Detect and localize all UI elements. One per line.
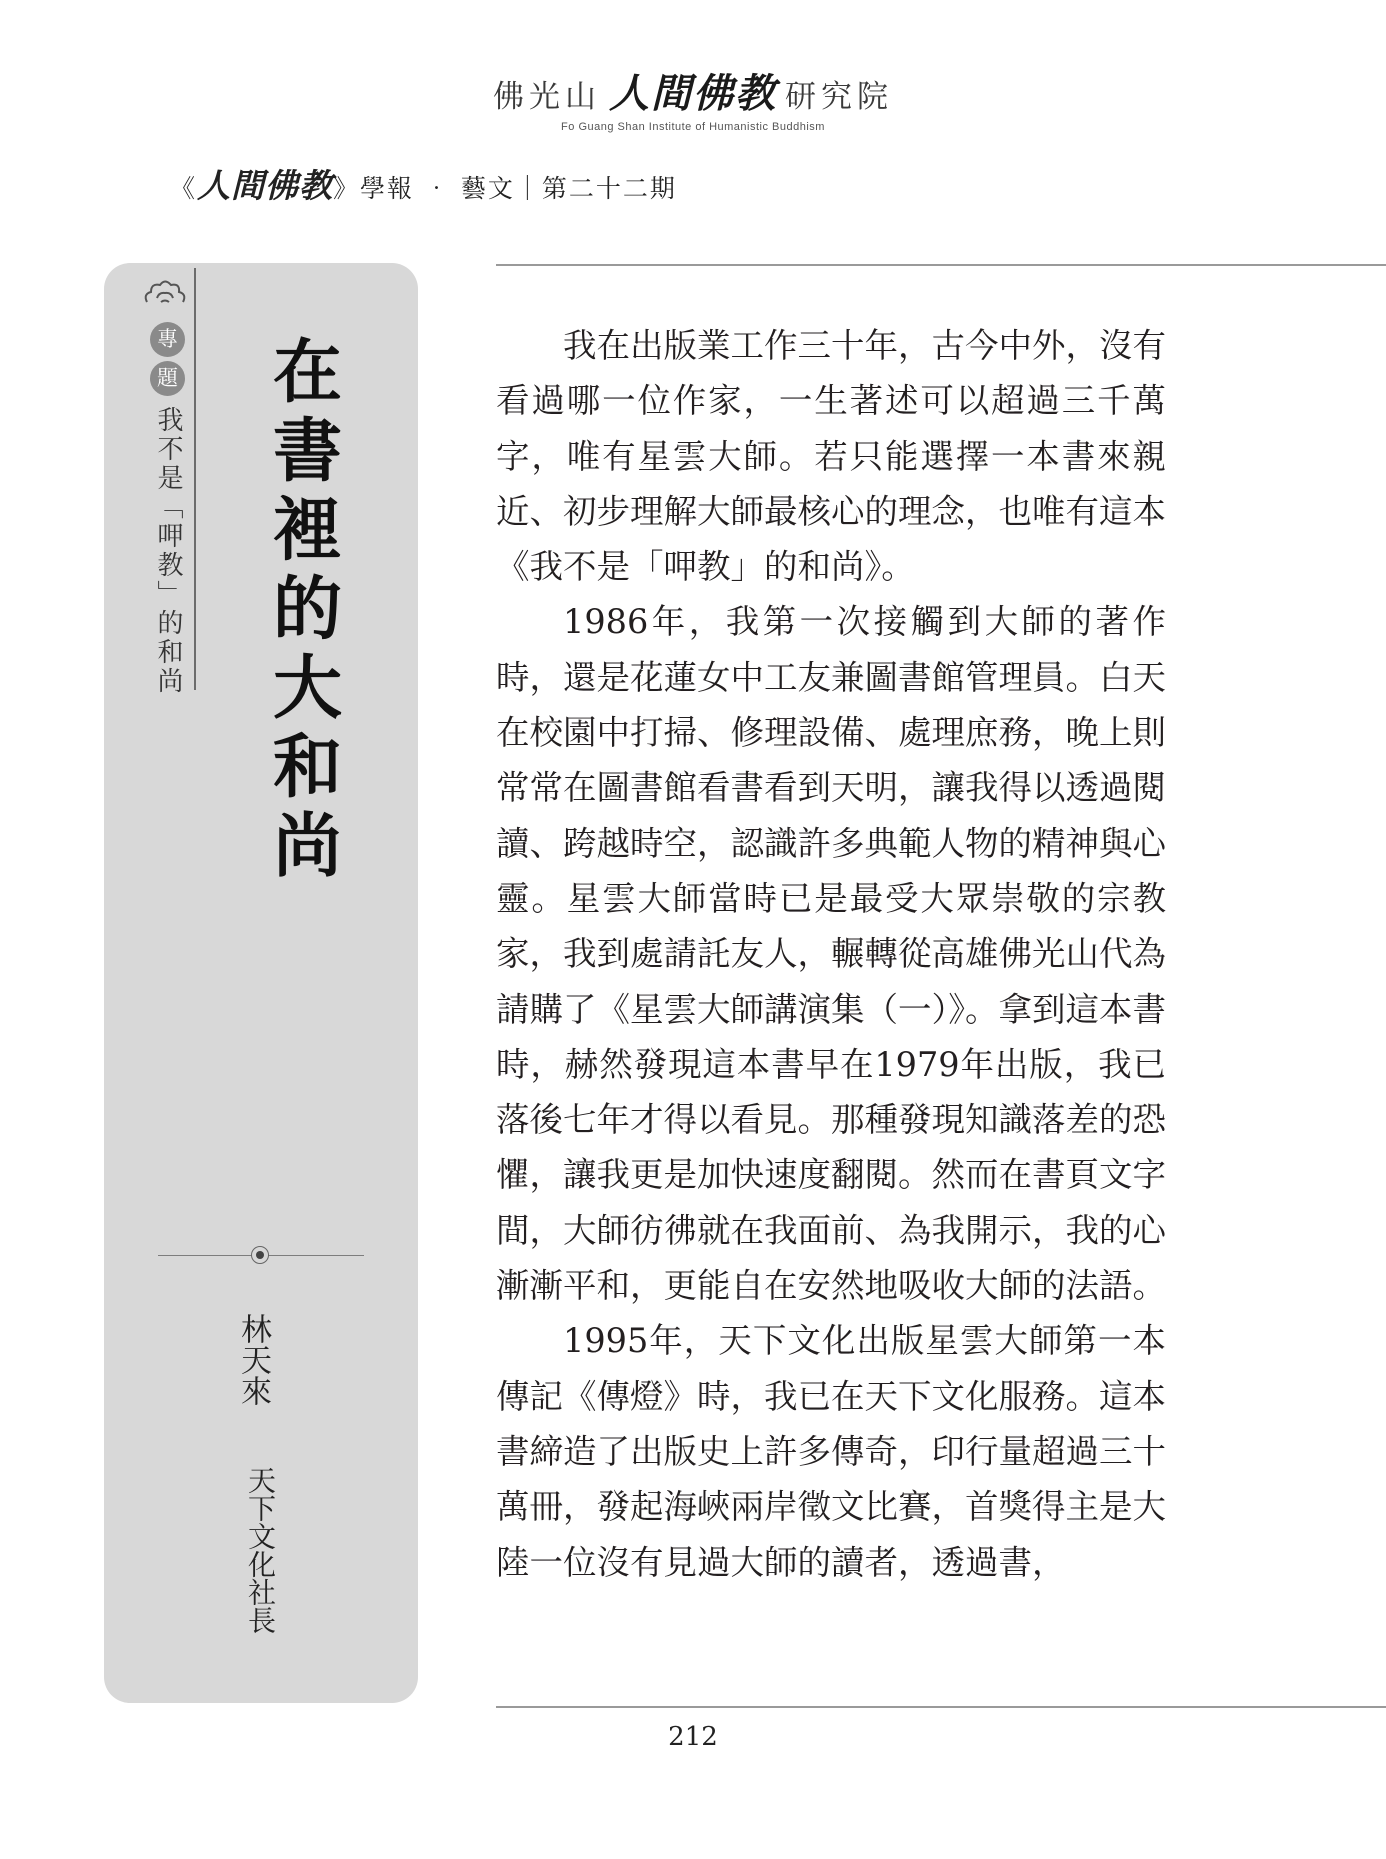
topic-subtitle: 我不是「呷教」的和尚 [153, 406, 183, 696]
author-name: 林天來 [235, 1313, 271, 1406]
sidebar-vertical-line [194, 268, 196, 690]
topic-badge-2: 題 [150, 361, 185, 396]
article-body [496, 318, 1166, 1590]
page-number: 212 [668, 1722, 718, 1752]
journal-issue-text: 學報 ‧ 藝文｜第二十二期 [360, 174, 677, 203]
article-paragraph: 1995年，天下文化出版星雲大師第一本傳記《傳燈》時，我已在天下文化服務。這本書締造了出版史上許多傳奇，印行量超過三十萬冊，發起海峽兩岸徵文比賽，首獎得主是大陸一位沒有見過大師的讀者，透過書， [496, 1321, 1166, 1582]
auspicious-cloud-icon [141, 276, 189, 310]
institute-name [0, 62, 1386, 119]
journal-running-head [170, 160, 677, 207]
article-paragraph: 我在出版業工作三十年，古今中外，沒有看過哪一位作家，一生著述可以超過三千萬字，唯有星雲大師。若只能選擇一本書來親近、初步理解大師最核心的理念，也唯有這本《我不是「呷教」的和尚》。 [496, 326, 1166, 587]
top-rule [496, 264, 1386, 266]
institute-calligraphy-logo: 人間佛教 [609, 71, 777, 117]
divider-ornament-icon [251, 1246, 269, 1264]
article-paragraph: 1986年，我第一次接觸到大師的著作時，還是花蓮女中工友兼圖書館管理員。白天在校園中打掃、修理設備、處理庶務，晚上則常常在圖書館看書看到天明，讓我得以透過閱讀、跨越時空，認識許多典範人物的精神與心靈。星雲大師當時已是最受大眾崇敬的宗教家，我到處請託友人，輾轉從高雄佛光山代為請購了《星雲大師講演集（一）》。拿到這本書時，赫然發現這本書早在1979年出版，我已落後七年才得以看見。那種發現知識落差的恐懼，讓我更是加快速度翻閱。然而在書頁文字間，大師彷彿就在我面前、為我開示，我的心漸漸平和，更能自在安然地吸收大師的法語。 [496, 602, 1166, 1306]
journal-calligraphy-logo: 人間佛教 [197, 166, 334, 205]
author-affiliation: 天下文化社長 [244, 1466, 277, 1634]
journal-close-bracket: 》 [333, 174, 361, 203]
journal-open-bracket: 《 [170, 174, 198, 203]
article-title: 在書裡的大和尚 [261, 335, 341, 888]
institute-suffix: 研究院 [785, 79, 893, 115]
topic-badge-1: 專 [150, 322, 185, 357]
bottom-rule [496, 1706, 1386, 1708]
institute-english-name: Fo Guang Shan Institute of Humanistic Buddhism [561, 121, 825, 133]
institute-header [0, 62, 1386, 133]
institute-prefix: 佛光山 [493, 79, 601, 115]
